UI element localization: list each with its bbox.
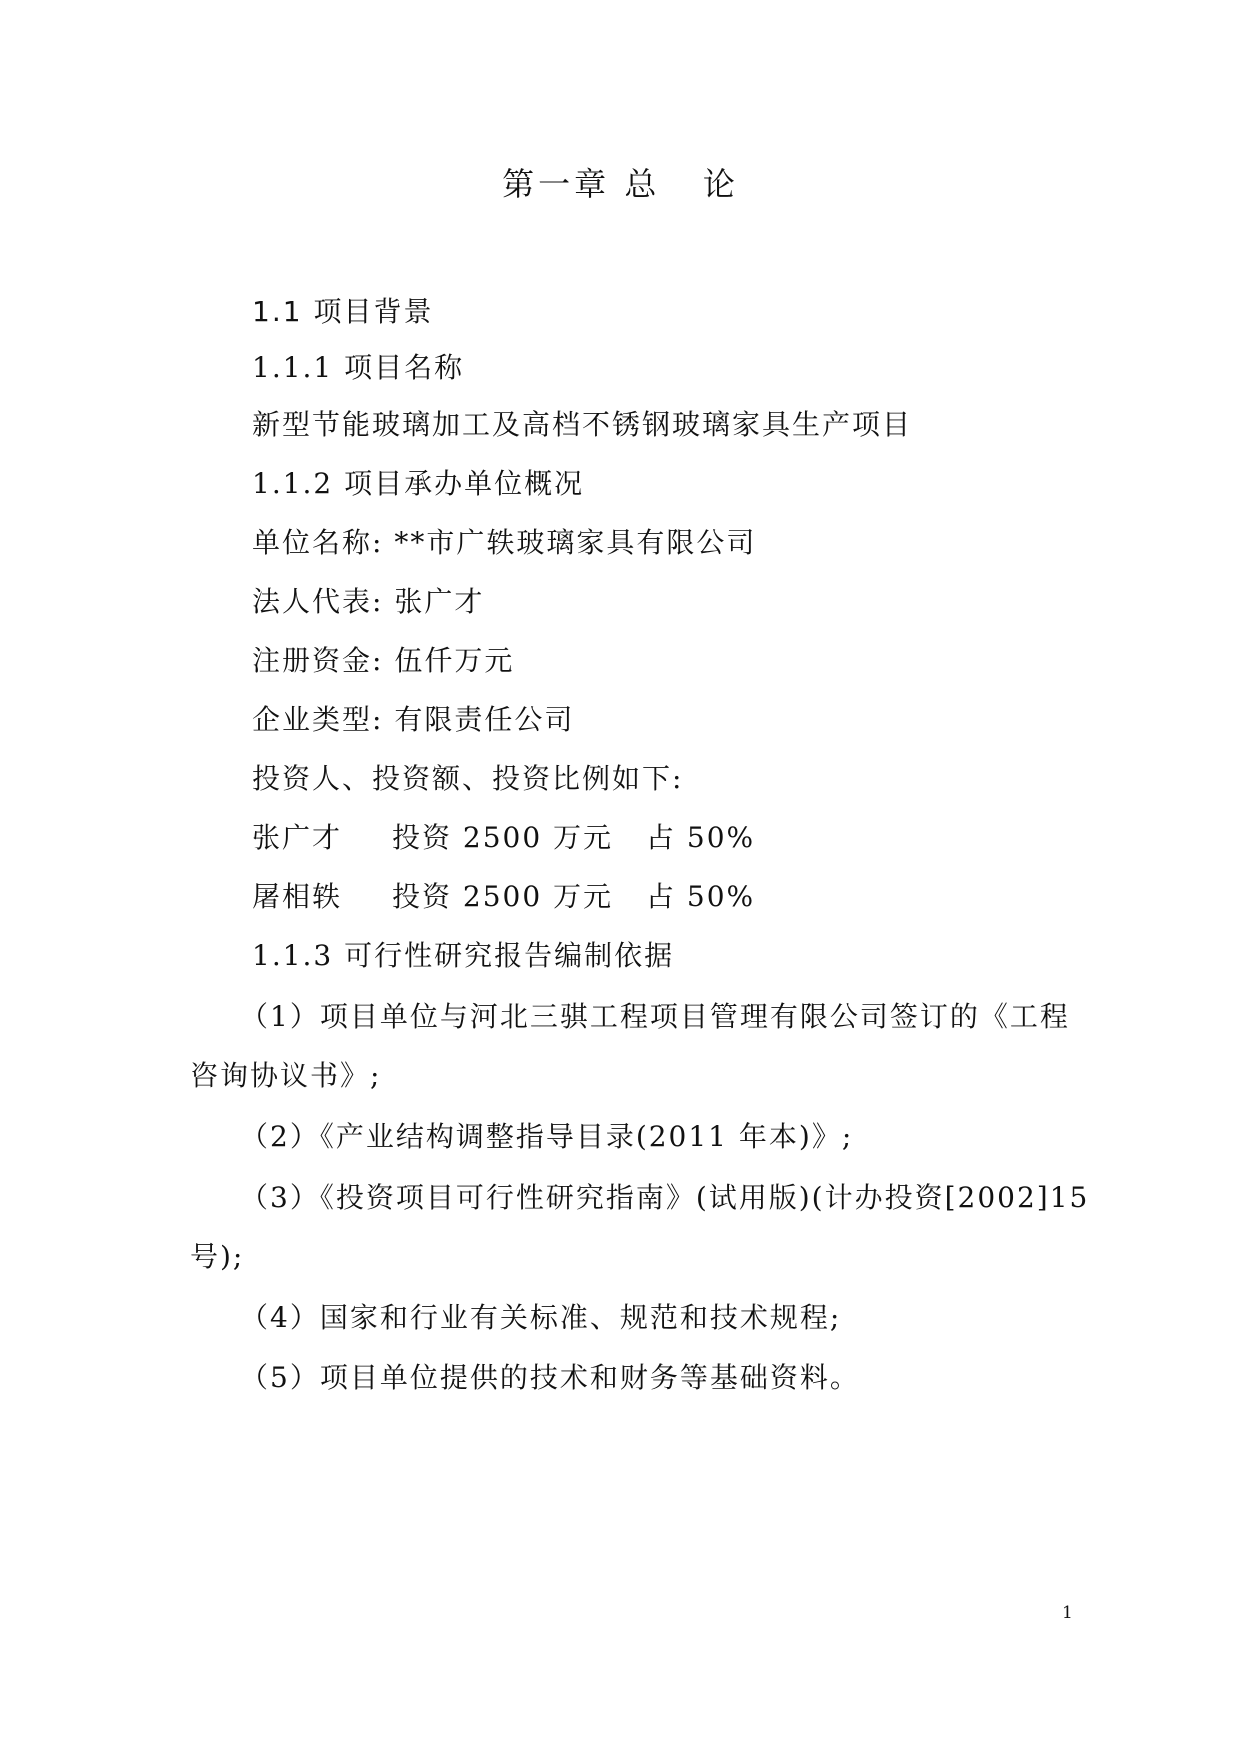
chapter-title: 第一章 总 论 — [502, 165, 739, 203]
investor-name: 屠相轶 — [252, 880, 343, 913]
section-1-1-1-heading: 1.1.1 项目名称 — [252, 351, 465, 384]
section-1-1-title: 项目背景 — [313, 295, 434, 328]
basis-item-3-line2: 号); — [190, 1240, 245, 1273]
investor-name: 张广才 — [252, 821, 343, 854]
basis-item-1-line1: （1）项目单位与河北三骐工程项目管理有限公司签订的《工程 — [240, 1000, 1070, 1033]
investor-row — [252, 818, 755, 858]
project-name: 新型节能玻璃加工及高档不锈钢玻璃家具生产项目 — [252, 408, 913, 441]
section-1-1-number: 1.1 — [252, 295, 303, 328]
basis-item-2: （2）《产业结构调整指导目录(2011 年本)》; — [240, 1120, 854, 1153]
section-1-1-2-heading: 1.1.2 项目承办单位概况 — [252, 467, 585, 500]
registered-capital: 注册资金: 伍仟万元 — [252, 644, 515, 677]
basis-item-4: （4）国家和行业有关标准、规范和技术规程; — [240, 1301, 842, 1334]
investor-share: 占 50% — [646, 880, 756, 913]
company-name: 单位名称: **市广轶玻璃家具有限公司 — [252, 526, 757, 559]
basis-item-1-line2: 咨询协议书》; — [190, 1059, 382, 1092]
investors-intro: 投资人、投资额、投资比例如下: — [252, 762, 684, 795]
basis-item-3-line1: （3）《投资项目可行性研究指南》(试用版)(计办投资[2002]15 — [240, 1181, 1090, 1214]
page-number: 1 — [1062, 1603, 1073, 1623]
section-1-1-3-heading: 1.1.3 可行性研究报告编制依据 — [252, 939, 675, 972]
investor-amount: 投资 2500 万元 — [392, 821, 614, 854]
company-type: 企业类型: 有限责任公司 — [252, 703, 575, 736]
investor-share: 占 50% — [646, 821, 756, 854]
legal-representative: 法人代表: 张广才 — [252, 585, 485, 618]
investor-row — [252, 877, 755, 917]
section-1-1-heading — [252, 292, 433, 332]
investor-amount: 投资 2500 万元 — [392, 880, 614, 913]
basis-item-5: （5）项目单位提供的技术和财务等基础资料。 — [240, 1361, 860, 1394]
